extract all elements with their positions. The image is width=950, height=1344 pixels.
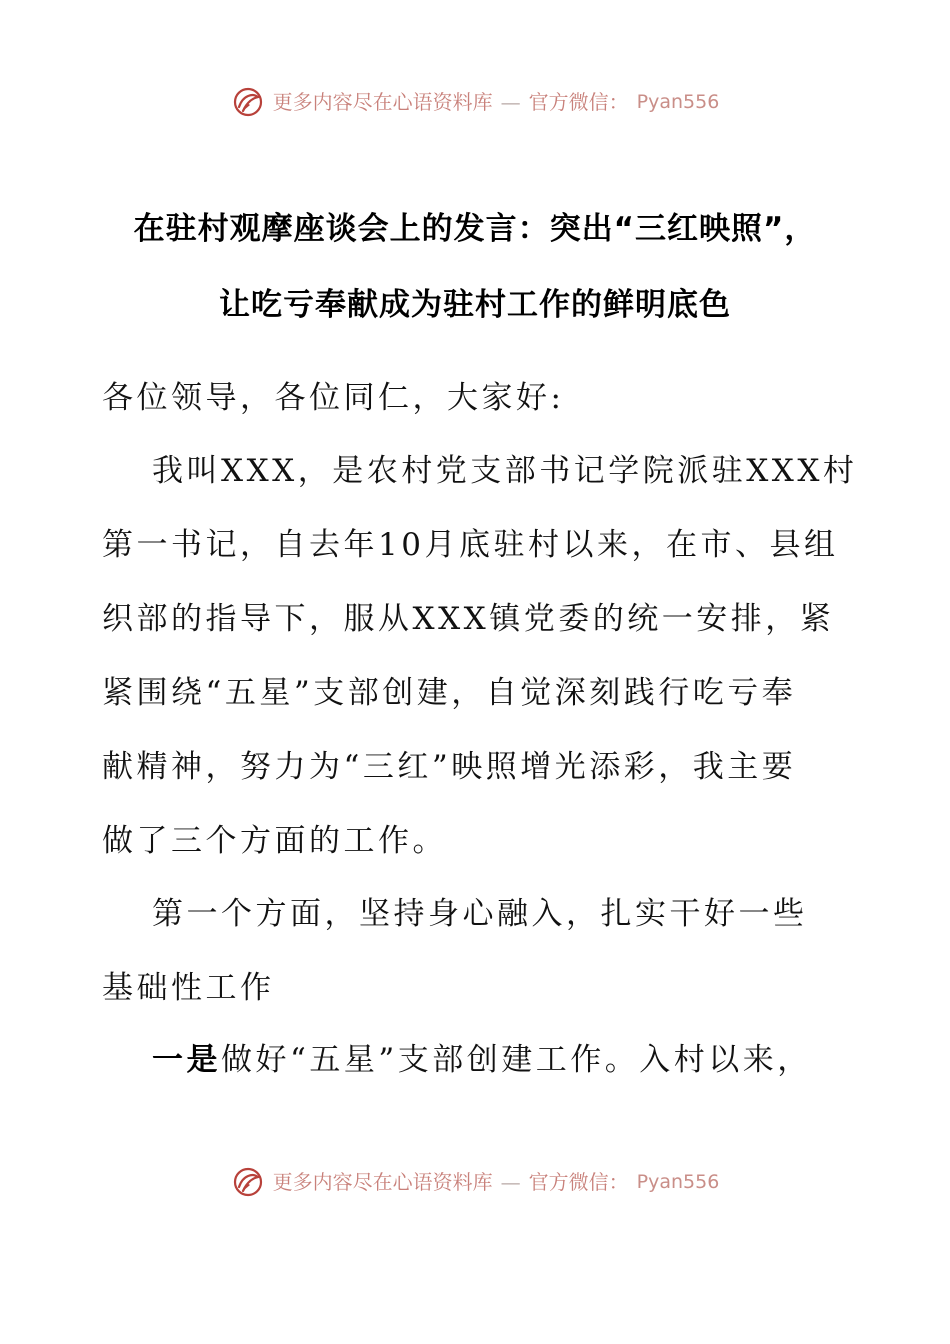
watermark-separator: — — [500, 1170, 521, 1194]
pen-swirl-logo-icon — [231, 1165, 265, 1199]
section-heading-line: 基础性工作 — [102, 970, 275, 1006]
greeting: 各位领导，各位同仁，大家好: — [102, 380, 565, 416]
item-text: 做好“五星”支部创建工作。入村以来， — [221, 1042, 812, 1078]
paragraph-line: 紧围绕“五星”支部创建，自觉深刻践行吃亏奉 — [102, 675, 797, 711]
document-title-line-1: 在驻村观摩座谈会上的发言：突出“三红映照”， — [133, 211, 817, 247]
item-line — [152, 1034, 812, 1079]
watermark-text: 更多内容尽在心语资料库 — [272, 90, 493, 114]
watermark-contact: 官方微信： — [528, 1170, 629, 1194]
watermark-contact: 官方微信： — [528, 90, 629, 114]
document-title-line-2: 让吃亏奉献成为驻村工作的鲜明底色 — [219, 287, 731, 323]
paragraph-line: 织部的指导下，服从XXX镇党委的统一安排，紧 — [102, 601, 835, 637]
watermark-id: Pyan556 — [636, 91, 720, 113]
paragraph-line: 献精神，努力为“三红”映照增光添彩，我主要 — [102, 749, 797, 785]
paragraph-line: 我叫XXX，是农村党支部书记学院派驻XXX村 — [152, 453, 858, 489]
item-lead: 一是 — [152, 1042, 221, 1078]
watermark-text: 更多内容尽在心语资料库 — [272, 1170, 493, 1194]
pen-swirl-logo-icon — [231, 85, 265, 119]
footer-watermark — [0, 1162, 950, 1202]
paragraph-line: 第一书记，自去年10月底驻村以来，在市、县组 — [102, 527, 839, 563]
section-heading-line: 第一个方面，坚持身心融入，扎实干好一些 — [152, 896, 808, 932]
header-watermark — [0, 82, 950, 122]
paragraph-line: 做了三个方面的工作。 — [102, 823, 447, 859]
watermark-separator: — — [500, 90, 521, 114]
watermark-id: Pyan556 — [636, 1171, 720, 1193]
